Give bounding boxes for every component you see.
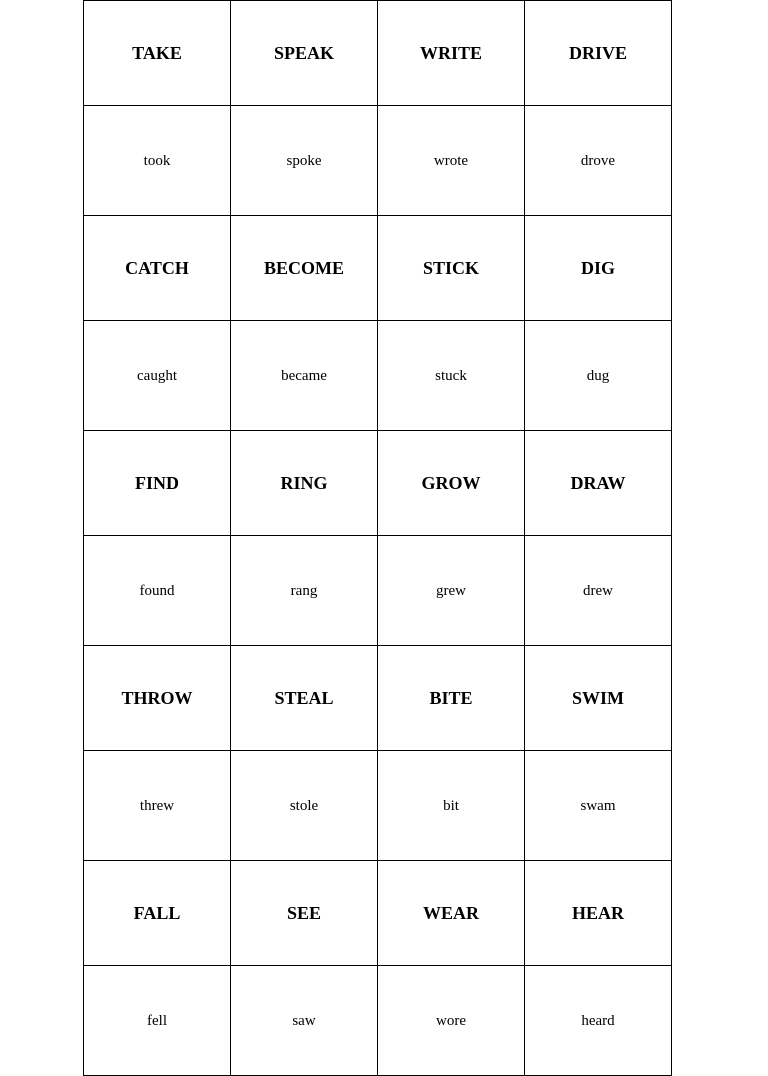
verb-row xyxy=(84,431,672,536)
verb-cell: FALL xyxy=(84,861,231,966)
verb-cell: STICK xyxy=(378,216,525,321)
past-tense-row xyxy=(84,106,672,216)
verb-row xyxy=(84,646,672,751)
past-tense-cell: became xyxy=(231,321,378,431)
past-tense-cell: heard xyxy=(525,966,672,1076)
verb-cell: FIND xyxy=(84,431,231,536)
verb-row xyxy=(84,1,672,106)
verb-cell: WRITE xyxy=(378,1,525,106)
verb-cell: TAKE xyxy=(84,1,231,106)
past-tense-cell: rang xyxy=(231,536,378,646)
verb-cell: CATCH xyxy=(84,216,231,321)
verb-cell: GROW xyxy=(378,431,525,536)
past-tense-cell: fell xyxy=(84,966,231,1076)
past-tense-cell: found xyxy=(84,536,231,646)
past-tense-cell: bit xyxy=(378,751,525,861)
past-tense-cell: stole xyxy=(231,751,378,861)
verb-card-table-body xyxy=(84,1,672,1076)
verb-cell: RING xyxy=(231,431,378,536)
verb-cell: WEAR xyxy=(378,861,525,966)
past-tense-cell: threw xyxy=(84,751,231,861)
verb-cell: STEAL xyxy=(231,646,378,751)
verb-cell: BECOME xyxy=(231,216,378,321)
verb-cell: SPEAK xyxy=(231,1,378,106)
past-tense-cell: wore xyxy=(378,966,525,1076)
past-tense-cell: saw xyxy=(231,966,378,1076)
past-tense-cell: wrote xyxy=(378,106,525,216)
past-tense-row xyxy=(84,751,672,861)
verb-cell: DRIVE xyxy=(525,1,672,106)
past-tense-cell: spoke xyxy=(231,106,378,216)
verb-cell: DIG xyxy=(525,216,672,321)
verb-cell: SWIM xyxy=(525,646,672,751)
verb-card-table xyxy=(83,0,672,1076)
past-tense-cell: caught xyxy=(84,321,231,431)
past-tense-cell: swam xyxy=(525,751,672,861)
verb-cell: SEE xyxy=(231,861,378,966)
verb-row xyxy=(84,216,672,321)
past-tense-cell: drove xyxy=(525,106,672,216)
verb-cell: DRAW xyxy=(525,431,672,536)
past-tense-row xyxy=(84,536,672,646)
past-tense-cell: dug xyxy=(525,321,672,431)
past-tense-cell: took xyxy=(84,106,231,216)
verb-row xyxy=(84,861,672,966)
verb-cell: THROW xyxy=(84,646,231,751)
verb-cell: BITE xyxy=(378,646,525,751)
past-tense-cell: drew xyxy=(525,536,672,646)
past-tense-cell: grew xyxy=(378,536,525,646)
verb-cell: HEAR xyxy=(525,861,672,966)
past-tense-row xyxy=(84,966,672,1076)
past-tense-row xyxy=(84,321,672,431)
past-tense-cell: stuck xyxy=(378,321,525,431)
